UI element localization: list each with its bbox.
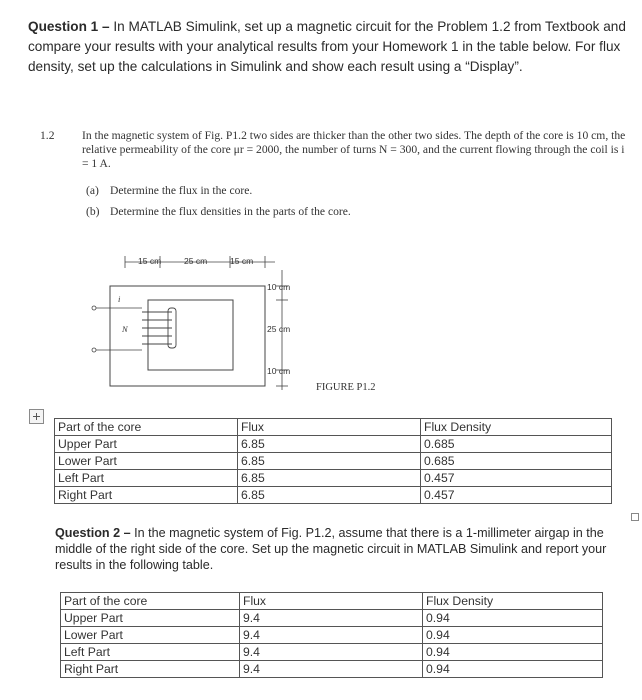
table-row (61, 644, 603, 661)
question-2-text: In the magnetic system of Fig. P1.2, assume that there is a 1-millimeter airgap in the middle of the right side of the core. Set up the magnetic circuit in MATLAB Simulink and report your results in the following table. (55, 526, 607, 572)
table-row (55, 436, 612, 453)
dim-right-top: 10 cm (267, 282, 291, 292)
table-expand-icon[interactable] (29, 409, 44, 424)
table-2-cell: 0.94 (423, 627, 603, 644)
dim-top-middle: 25 cm (184, 256, 208, 266)
dim-right-middle: 25 cm (267, 324, 291, 334)
question-1-text: In MATLAB Simulink, set up a magnetic circuit for the Problem 1.2 from Textbook and compare your results with your analytical results from your Homework 1 in the table below. For flux density, set up the calculations in Simulink and show each result using a “Display”. (28, 19, 626, 74)
table-2-cell: Right Part (61, 661, 240, 678)
results-table-2 (60, 592, 603, 678)
table-2-header-flux: Flux (240, 593, 423, 610)
problem-number: 1.2 (40, 129, 55, 142)
table-row (55, 470, 612, 487)
current-label: i (118, 294, 121, 304)
table-row (61, 610, 603, 627)
problem-statement: In the magnetic system of Fig. P1.2 two sides are thicker than the other two sides. The depth of the core is 10 cm, the relative permeability of the core μr = 2000, the number of turns N = 300, and the current flowing through the coil is i = 1 A. (82, 129, 626, 170)
table-2-header-part: Part of the core (61, 593, 240, 610)
table-1-cell: Left Part (55, 470, 238, 487)
table-2-cell: 9.4 (240, 644, 423, 661)
table-2-cell: 0.94 (423, 610, 603, 627)
table-row (61, 661, 603, 678)
question-1-lead: Question 1 – (28, 19, 110, 34)
part-b-label: (b) (86, 205, 100, 218)
table-row (61, 627, 603, 644)
dim-top-right: 15 cm (230, 256, 254, 266)
table-2-cell: Upper Part (61, 610, 240, 627)
table-row (55, 453, 612, 470)
coil-turns-label: N (122, 324, 128, 334)
table-2-cell: 9.4 (240, 610, 423, 627)
table-row (55, 487, 612, 504)
table-1-cell: 6.85 (238, 453, 421, 470)
table-1-cell: Lower Part (55, 453, 238, 470)
problem-part-b (86, 205, 351, 219)
table-1-cell: 0.685 (421, 453, 612, 470)
dim-right-bottom: 10 cm (267, 366, 291, 376)
question-1 (28, 17, 634, 77)
table-2-cell: 9.4 (240, 661, 423, 678)
table-2-header-flux-density: Flux Density (423, 593, 603, 610)
figure-caption: FIGURE P1.2 (316, 382, 376, 393)
problem-part-a (86, 184, 252, 198)
table-1-cell: 0.457 (421, 470, 612, 487)
table-1-cell: 6.85 (238, 470, 421, 487)
table-1-header-part: Part of the core (55, 419, 238, 436)
dim-top-left: 15 cm (138, 256, 162, 266)
part-a-label: (a) (86, 184, 99, 197)
table-1-cell: 6.85 (238, 487, 421, 504)
question-2 (55, 525, 615, 573)
table-2-cell: 9.4 (240, 627, 423, 644)
table-2-cell: Lower Part (61, 627, 240, 644)
table-2-cell: 0.94 (423, 661, 603, 678)
part-b-text: Determine the flux densities in the parts of the core. (110, 205, 351, 218)
table-1-cell: 0.685 (421, 436, 612, 453)
table-2-cell: Left Part (61, 644, 240, 661)
table-1-header-row (55, 419, 612, 436)
table-1-cell: Upper Part (55, 436, 238, 453)
table-1-header-flux: Flux (238, 419, 421, 436)
table-1-cell: 0.457 (421, 487, 612, 504)
question-2-lead: Question 2 – (55, 526, 131, 540)
part-a-text: Determine the flux in the core. (110, 184, 253, 197)
table-1-cell: Right Part (55, 487, 238, 504)
table-1-header-flux-density: Flux Density (421, 419, 612, 436)
table-1-cell: 6.85 (238, 436, 421, 453)
table-2-cell: 0.94 (423, 644, 603, 661)
table-2-header-row (61, 593, 603, 610)
results-table-1 (54, 418, 612, 504)
resize-handle-icon[interactable] (631, 513, 639, 521)
